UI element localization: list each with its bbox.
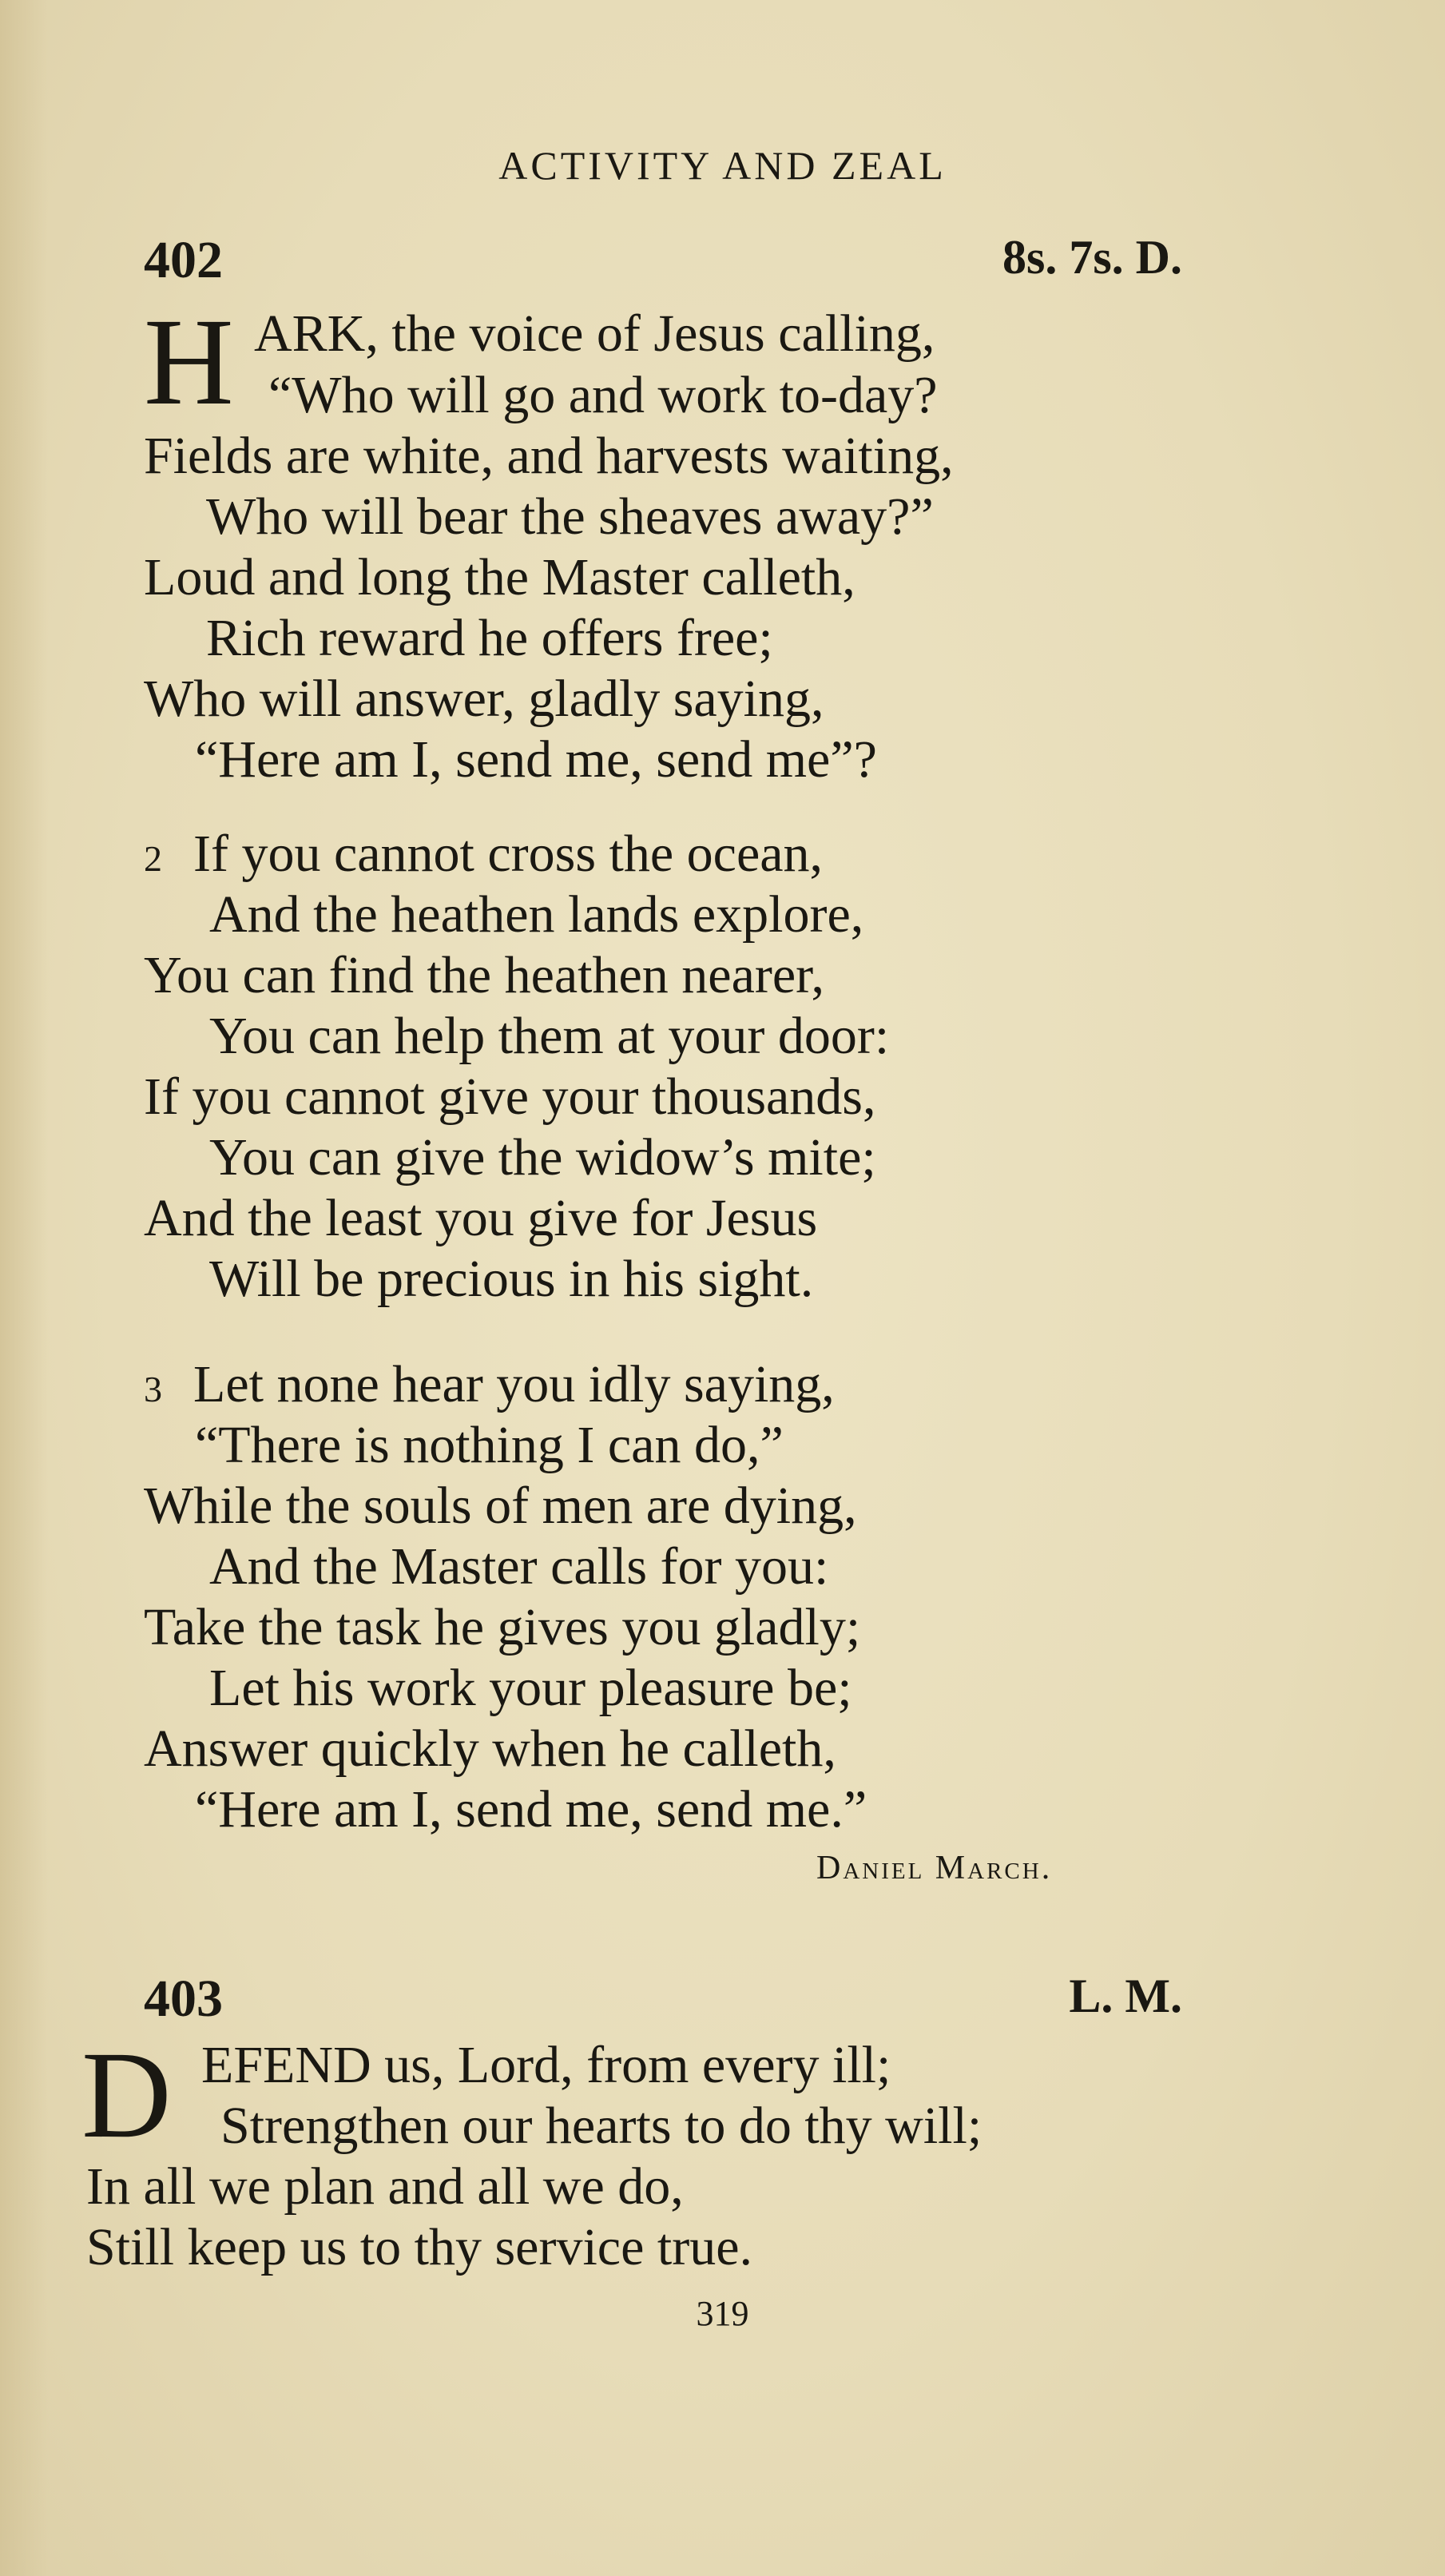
hymn-author: Daniel March. bbox=[816, 1850, 1053, 1886]
lyric-line: And the least you give for Jesus bbox=[144, 1189, 818, 1247]
lyric-line: Still keep us to thy service true. bbox=[86, 2218, 752, 2276]
lyric-line: If you cannot give your thousands, bbox=[144, 1067, 876, 1126]
drop-cap: H bbox=[144, 292, 234, 431]
hymn-number: 402 bbox=[144, 231, 223, 289]
lyric-line: In all we plan and all we do, bbox=[86, 2157, 684, 2216]
running-head: ACTIVITY AND ZEAL bbox=[498, 143, 947, 188]
lyric-line: EFEND us, Lord, from every ill; bbox=[201, 2036, 891, 2094]
lyric-line: Rich reward he offers free; bbox=[206, 609, 773, 667]
verse-number: 2 bbox=[144, 838, 162, 879]
lyric-line: Take the task he gives you gladly; bbox=[144, 1598, 861, 1656]
hymn-number: 403 bbox=[144, 1970, 223, 2028]
hymn-meter: L. M. bbox=[1069, 1970, 1182, 2022]
lyric-line: “Here am I, send me, send me”? bbox=[195, 730, 877, 789]
lyric-line: Loud and long the Master calleth, bbox=[144, 548, 855, 606]
lyric-line: Answer quickly when he calleth, bbox=[144, 1719, 836, 1778]
lyric-text: Let none hear you idly saying, bbox=[193, 1355, 835, 1413]
lyric-line: And the Master calls for you: bbox=[209, 1537, 829, 1596]
lyric-line: Fields are white, and harvests waiting, bbox=[144, 427, 954, 485]
hymn-meter: 8s. 7s. D. bbox=[1002, 231, 1182, 284]
lyric-line: And the heathen lands explore, bbox=[209, 885, 864, 944]
hymn-403-header bbox=[144, 1969, 1182, 2033]
lyric-line: “Here am I, send me, send me.” bbox=[195, 1780, 867, 1839]
lyric-line: While the souls of men are dying, bbox=[144, 1477, 857, 1535]
lyric-line: You can give the widow’s mite; bbox=[209, 1128, 876, 1187]
lyric-line bbox=[144, 1355, 835, 1413]
lyric-text: If you cannot cross the ocean, bbox=[193, 825, 824, 883]
lyric-line: You can help them at your door: bbox=[209, 1007, 890, 1065]
hymn-402-header bbox=[144, 230, 1182, 294]
lyric-line: Who will answer, gladly saying, bbox=[144, 670, 824, 728]
lyric-line: You can find the heathen nearer, bbox=[144, 946, 825, 1004]
lyric-line: Strengthen our hearts to do thy will; bbox=[220, 2097, 983, 2155]
lyric-line: ARK, the voice of Jesus calling, bbox=[254, 304, 935, 363]
drop-cap: D bbox=[81, 2025, 172, 2164]
lyric-line: Who will bear the sheaves away?” bbox=[206, 487, 934, 546]
lyric-line: “There is nothing I can do,” bbox=[195, 1416, 784, 1474]
lyric-line: Let his work your pleasure be; bbox=[209, 1659, 852, 1717]
verse-number: 3 bbox=[144, 1369, 162, 1409]
lyric-line: “Who will go and work to-day? bbox=[268, 366, 938, 424]
lyric-line: Will be precious in his sight. bbox=[209, 1250, 814, 1308]
lyric-line bbox=[144, 825, 824, 883]
page-number: 319 bbox=[696, 2294, 749, 2333]
